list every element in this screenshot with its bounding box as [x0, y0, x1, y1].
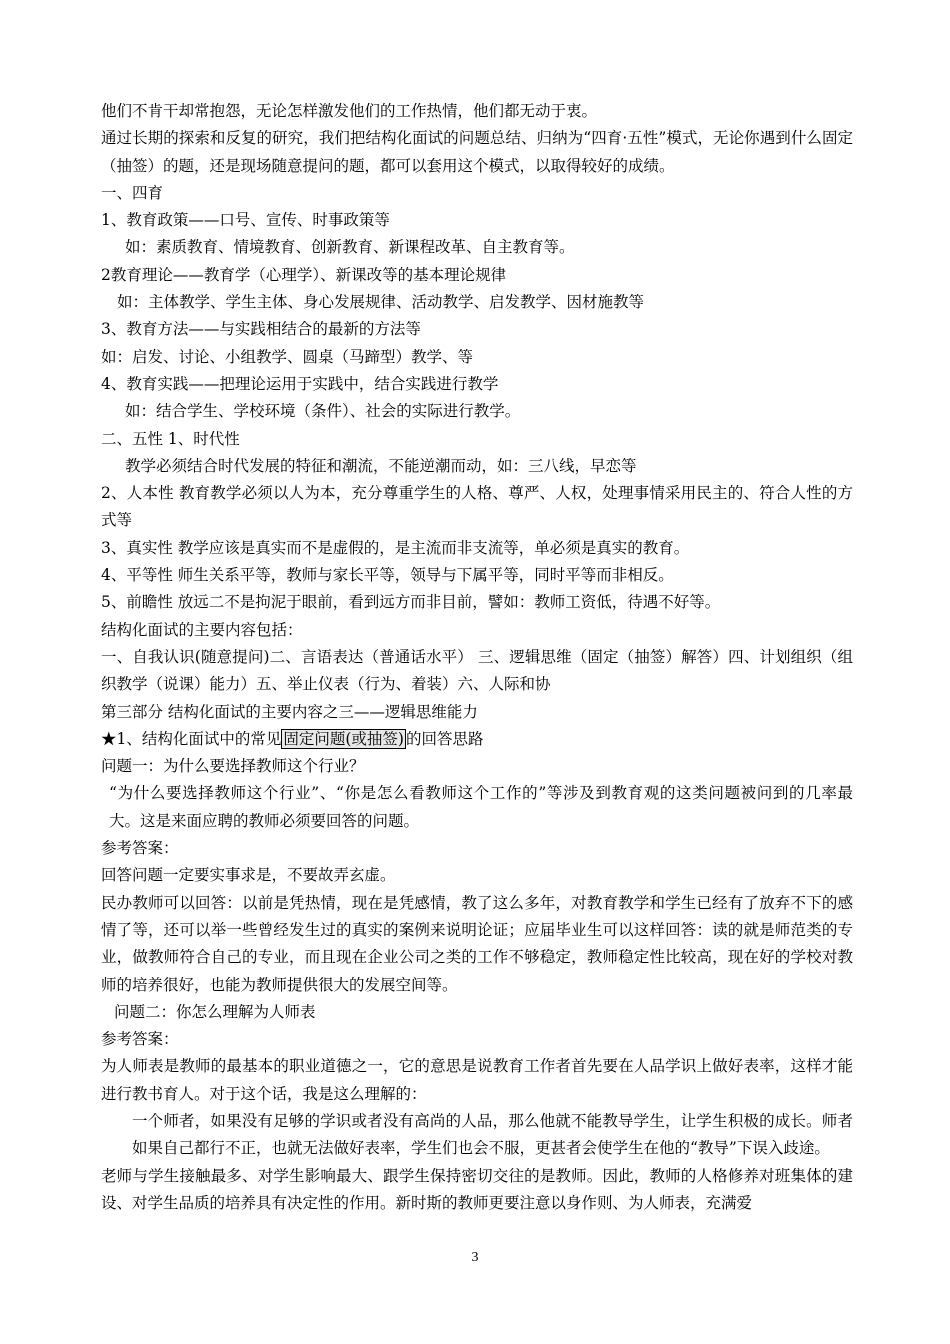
page-number: 3	[471, 1250, 479, 1265]
answer-label: 参考答案：	[101, 839, 179, 858]
list-item: 5、前瞻性 放远二不是拘泥于眼前，看到远方而非目前，譬如：教师工资低，待遇不好等。	[101, 593, 721, 612]
list-item: 4、教育实践——把理论运用于实践中，结合实践进行教学	[101, 374, 499, 393]
paragraph: 回答问题一定要实事求是，不要故弄玄虚。	[101, 866, 396, 885]
paragraph: 为人师表是教师的最基本的职业道德之一，它的意思是说教育工作者首先要在人品学识上做好表率，这样才能进行教书育人。对于这个话，我是这么理解的：	[101, 1057, 853, 1103]
subheading	[101, 726, 853, 753]
list-item: 4、平等性 师生关系平等，教师与家长平等，领导与下属平等，同时平等而非相反。	[101, 566, 674, 585]
list-item: 2教育理论——教育学（心理学）、新课改等的基本理论规律	[101, 265, 507, 284]
paragraph: “为什么要选择教师这个行业”、“你是怎么看教师这个工作的”等涉及到教育观的这类问题被问到的几率最大。这是来面应聘的教师必须要回答的问题。	[109, 784, 853, 830]
example-line: 如：素质教育、情境教育、创新教育、新课程改革、自主教育等。	[125, 238, 575, 257]
paragraph: 教学必须结合时代发展的特征和潮流，不能逆潮而动，如：三八线，早恋等	[125, 456, 637, 475]
paragraph: 老师与学生接触最多、对学生影响最大、跟学生保持密切交往的是教师。因此，教师的人格修养对班集体的建设、对学生品质的培养具有决定性的作用。新时斯的教师更要注意以身作则、为人师表，充满爱	[101, 1166, 853, 1212]
list-item: 1、教育政策——口号、宣传、时事政策等	[101, 211, 390, 230]
highlighted-field: 固定问题(或抽签)	[283, 729, 404, 748]
section-heading: 二、五性 1、时代性	[101, 429, 240, 448]
question-heading: 问题二：你怎么理解为人师表	[114, 1002, 316, 1021]
paragraph: 一个师者，如果没有足够的学识或者没有高尚的人品，那么他就不能教导学生，让学生积极的成长。师者如果自己都行不正，也就无法做好表率，学生们也会不服，更甚者会使学生在他的“教导”下误入歧途。	[132, 1111, 853, 1158]
list-item: 3、真实性 教学应该是真实而不是虚假的，是主流而非支流等，单必须是真实的教育。	[101, 538, 690, 557]
subheading-text: ★1、结构化面试中的常见	[101, 729, 282, 748]
example-line: 如：主体教学、学生主体、身心发展规律、活动教学、启发教学、因材施教等	[117, 293, 645, 312]
list-item: 2、人本性 教育教学必须以人为本，充分尊重学生的人格、尊严、人权，处理事情采用民主的、符合人性的方式等	[101, 484, 853, 530]
paragraph: 结构化面试的主要内容包括：	[101, 620, 303, 639]
example-line: 如：启发、讨论、小组教学、圆桌（马蹄型）教学、等	[101, 347, 474, 366]
example-line: 如：结合学生、学校环境（条件）、社会的实际进行教学。	[125, 402, 521, 421]
part-heading: 第三部分 结构化面试的主要内容之三——逻辑思维能力	[101, 702, 478, 721]
answer-label: 参考答案：	[101, 1030, 179, 1049]
section-heading: 一、四育	[101, 183, 164, 202]
list-item: 3、教育方法——与实践相结合的最新的方法等	[101, 320, 421, 339]
paragraph: 民办教师可以回答：以前是凭热情，现在是凭感情，教了这么多年，对教育教学和学生已经有了放弃不下的感情了等，还可以举一些曾经发生过的真实的案例来说明论证；应届毕业生可以这样回答：读的就是师范类的专业，做教师符合自己的专业，而且现在企业公司之类的工作不够稳定，教师稳定性比较高，现在好的学校对教师的培养很好，也能为教师提供很大的发展空间等。	[101, 893, 853, 994]
page-body	[101, 98, 853, 1217]
subheading-text: 的回答思路	[405, 729, 484, 748]
question-heading: 问题一：为什么要选择教师这个行业？	[101, 757, 365, 776]
paragraph: 他们不肯干却常抱怨，无论怎样激发他们的工作热情，他们都无动于衷。	[101, 102, 598, 120]
paragraph: 一、自我认识(随意提问)二、言语表达（普通话水平） 三、逻辑思维（固定（抽签）解答）四、计划组织（组织教学（说课）能力）五、举止仪表（行为、着装）六、人际和协	[101, 647, 853, 694]
paragraph: 通过长期的探索和反复的研究，我们把结构化面试的问题总结、归纳为“四育·五性”模式，无论你遇到什么固定（抽签）的题，还是现场随意提问的题，都可以套用这个模式，以取得较好的成绩。	[101, 129, 853, 175]
